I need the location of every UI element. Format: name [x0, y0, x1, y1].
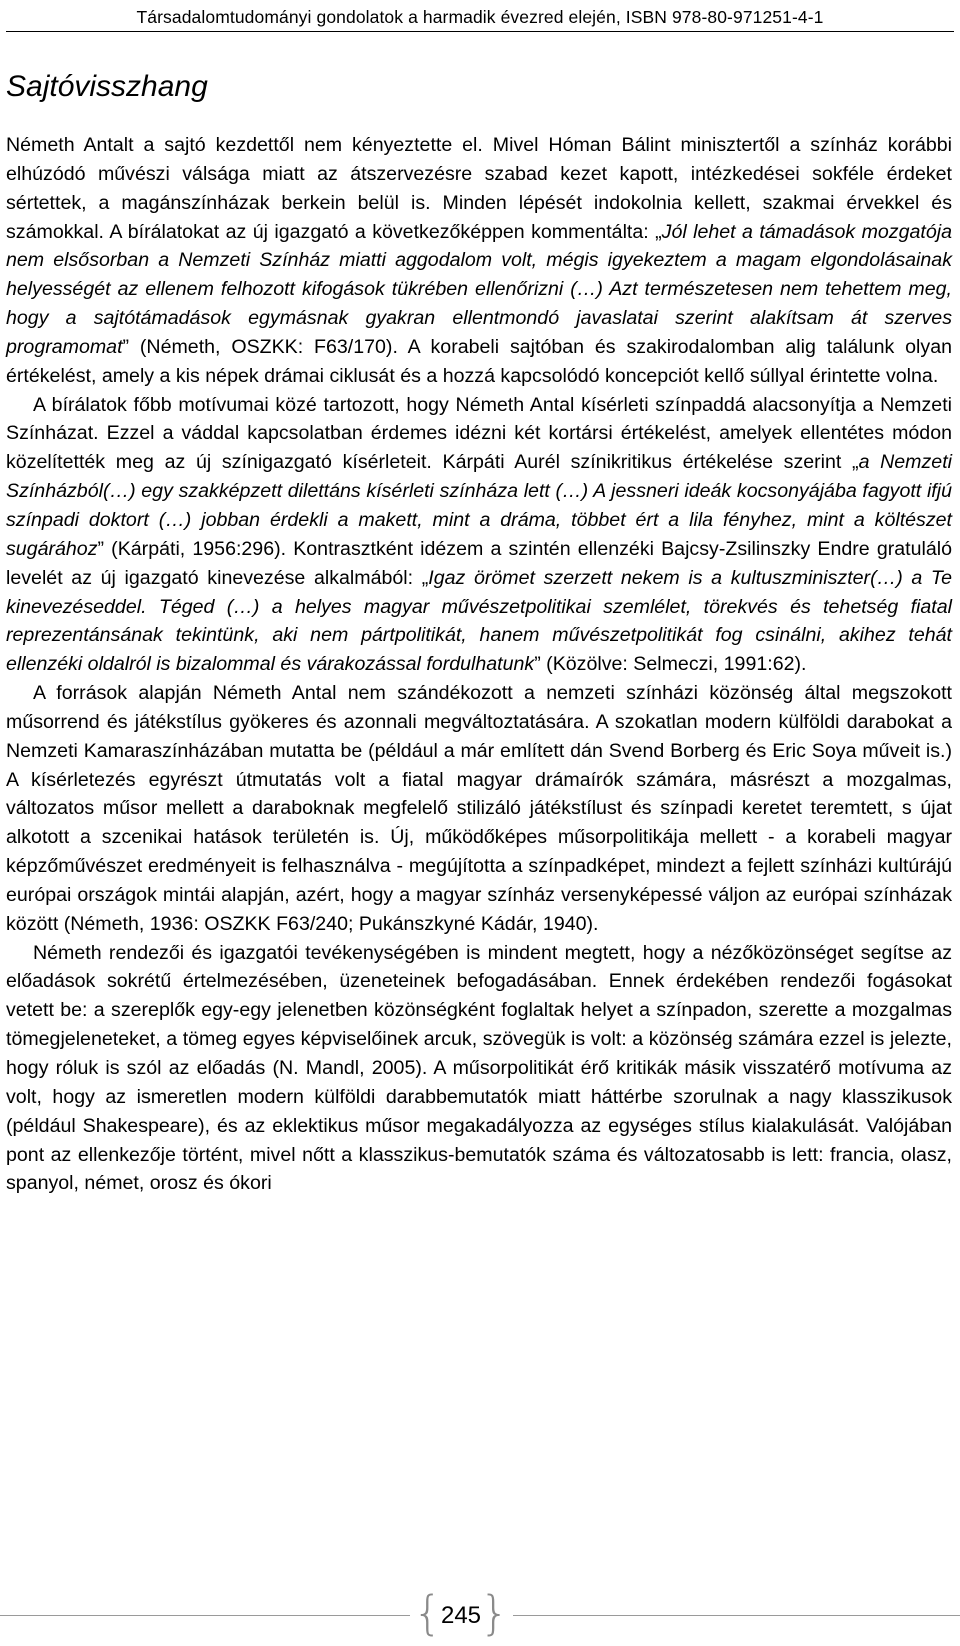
- quotation: Jól lehet a támadások mozgatója nem elsősorban a Nemzeti Színház miatti aggodalom volt, mégis igyekeztem a magam elgondolásainak helyességét az ellenem felhozott kifogások tükrében ellenőrizni (…) Azt természetesen nem tehettem meg, hogy a sajtótámadások egymásnak gyakran ellentmondó javaslatai szerint alakítsam át szerves programomat: [6, 220, 952, 358]
- paragraph-text: Németh rendezői és igazgatói tevékenységében is mindent megtett, hogy a nézőközönséget segítse az előadások sokrétű értelmezésében, üzeneteinek befogadásában. Ennek érdekében rendezői fogásokat vetett be: a szereplők egy-egy jelenetben közönségként foglaltak helyet a színpadon, szerette a mozgalmas tömegjeleneteket, a tömeg egyes képviselőinek arcuk, szövegük is volt: a közönség számára ezzel is jelezte, hogy róluk is szól az előadás (N. Mandl, 2005). A műsorpolitikát érő kritikák másik visszatérő motívuma az volt, hogy az ismeretlen modern külföldi darabbemutatók miatt háttérbe szorulnak a nagy klasszikusok (például Shakespeare), és az eklektikus műsor megakadályozza az egységes stílus kialakulását. Valójában pont az ellenkezője történt, mivel nőtt a klasszikus-bemutatók száma és változatosabb is lett: francia, olasz, spanyol, német, orosz és ókori: [6, 941, 952, 1195]
- section-title: Sajtóvisszhang: [6, 70, 208, 103]
- footer-rule-right: [513, 1615, 960, 1616]
- paragraph-text: ” (Kárpáti, 1956:296). Kontrasztként idézem a szintén ellenzéki Bajcsy-Zsilinszky Endre gratuláló levelét az új igazgató kinevezése alkalmából: „: [6, 537, 952, 589]
- header-divider: [6, 31, 954, 32]
- page-number-block: [413, 1586, 509, 1640]
- running-header: Társadalomtudományi gondolatok a harmadik évezred elején, ISBN 978-80-971251-4-1: [136, 7, 824, 27]
- paragraph: [6, 131, 952, 391]
- paragraph-text: ” (Közölve: Selmeczi, 1991:62).: [534, 653, 807, 676]
- paragraph-text: ” (Németh, OSZKK: F63/170). A korabeli sajtóban és szakirodalomban alig találunk olyan értékelést, amely a kis népek drámai ciklusát és a hozzá kapcsolódó koncepciót kellő súllyal érintette volna.: [6, 335, 952, 387]
- left-brace-icon: {: [413, 1586, 443, 1640]
- paragraph-text: A bírálatok főbb motívumai közé tartozott, hogy Németh Antal kísérleti színpaddá alacsonyítja a Nemzeti Színházat. Ezzel a váddal kapcsolatban érdemes idézni két kortársi értékelést, amelyek ellentétes módon közelítették meg az új színigazgató kísérleteit. Kárpáti Aurél színikritikus értékelése szerint „: [6, 393, 952, 474]
- quotation: Igaz örömet szerzett nekem is a kultuszminiszter(…) a Te kinevezéseddel. Téged (…) a helyes magyar művészetpolitikai szemlélet, törekvés és tehetség fiatal reprezentánsának tekintünk, aki nem pártpolitikát, hanem művészetpolitikát fog csinálni, akihez tehát ellenzéki oldalról is bizalommal és várakozással fordulhatunk: [6, 566, 952, 676]
- footer-rule-left: [0, 1615, 410, 1616]
- page-number: 245: [440, 1602, 482, 1629]
- article-body: [6, 131, 952, 1198]
- quotation: a Nemzeti Színházból(…) egy szakképzett dilettáns kísérleti színháza lett (…) A jessneri ideák kocsonyájába fagyott ifjú színpadi doktort (…) jobban érdekli a makett, mint a dráma, többet ért a lila fényhez, mint a költészet sugárához: [6, 451, 952, 560]
- paragraph: [6, 679, 952, 939]
- right-brace-icon: }: [479, 1586, 509, 1640]
- paragraph: [6, 391, 952, 679]
- paragraph-text: Németh Antalt a sajtó kezdettől nem kényeztette el. Mivel Hóman Bálint minisztertől a színház korábbi elhúzódó művészi válsága miatt az átszervezésre szabad kezet kapott, intézkedései sokféle érdeket sértettek, a magánszínházak berkein belül is. Minden lépését indokolnia kellett, szakmai érvekkel és számokkal. A bírálatokat az új igazgató a következőképpen kommentálta: „: [6, 134, 952, 243]
- paragraph-text: A források alapján Németh Antal nem szándékozott a nemzeti színházi közönség által megszokott műsorrend és játékstílus gyökeres és azonnali megváltoztatására. A szokatlan modern külföldi darabokat a Nemzeti Kamaraszínházában mutatta be (például a már említett dán Svend Borberg és Eric Soya műveit is.) A kísérletezés egyrészt útmutatás volt a fiatal magyar drámaírók számára, másrészt a mozgalmas, változatos műsor mellett a daraboknak megfelelő stilizáló játékstílust és színpadi keretet teremtett, s újat alkotott a szcenikai hatások területén is. Új, működőképes műsorpolitikája mellett - a korabeli magyar képzőművészet eredményeit is felhasználva - megújította a színpadképet, mindezt a fejlett színházi kultúrájú európai országok mintái alapján, azért, hogy a magyar színház versenyképessé váljon az európai színházak között (Németh, 1936: OSZKK F63/240; Pukánszkyné Kádár, 1940).: [6, 682, 952, 935]
- paragraph: [6, 939, 952, 1199]
